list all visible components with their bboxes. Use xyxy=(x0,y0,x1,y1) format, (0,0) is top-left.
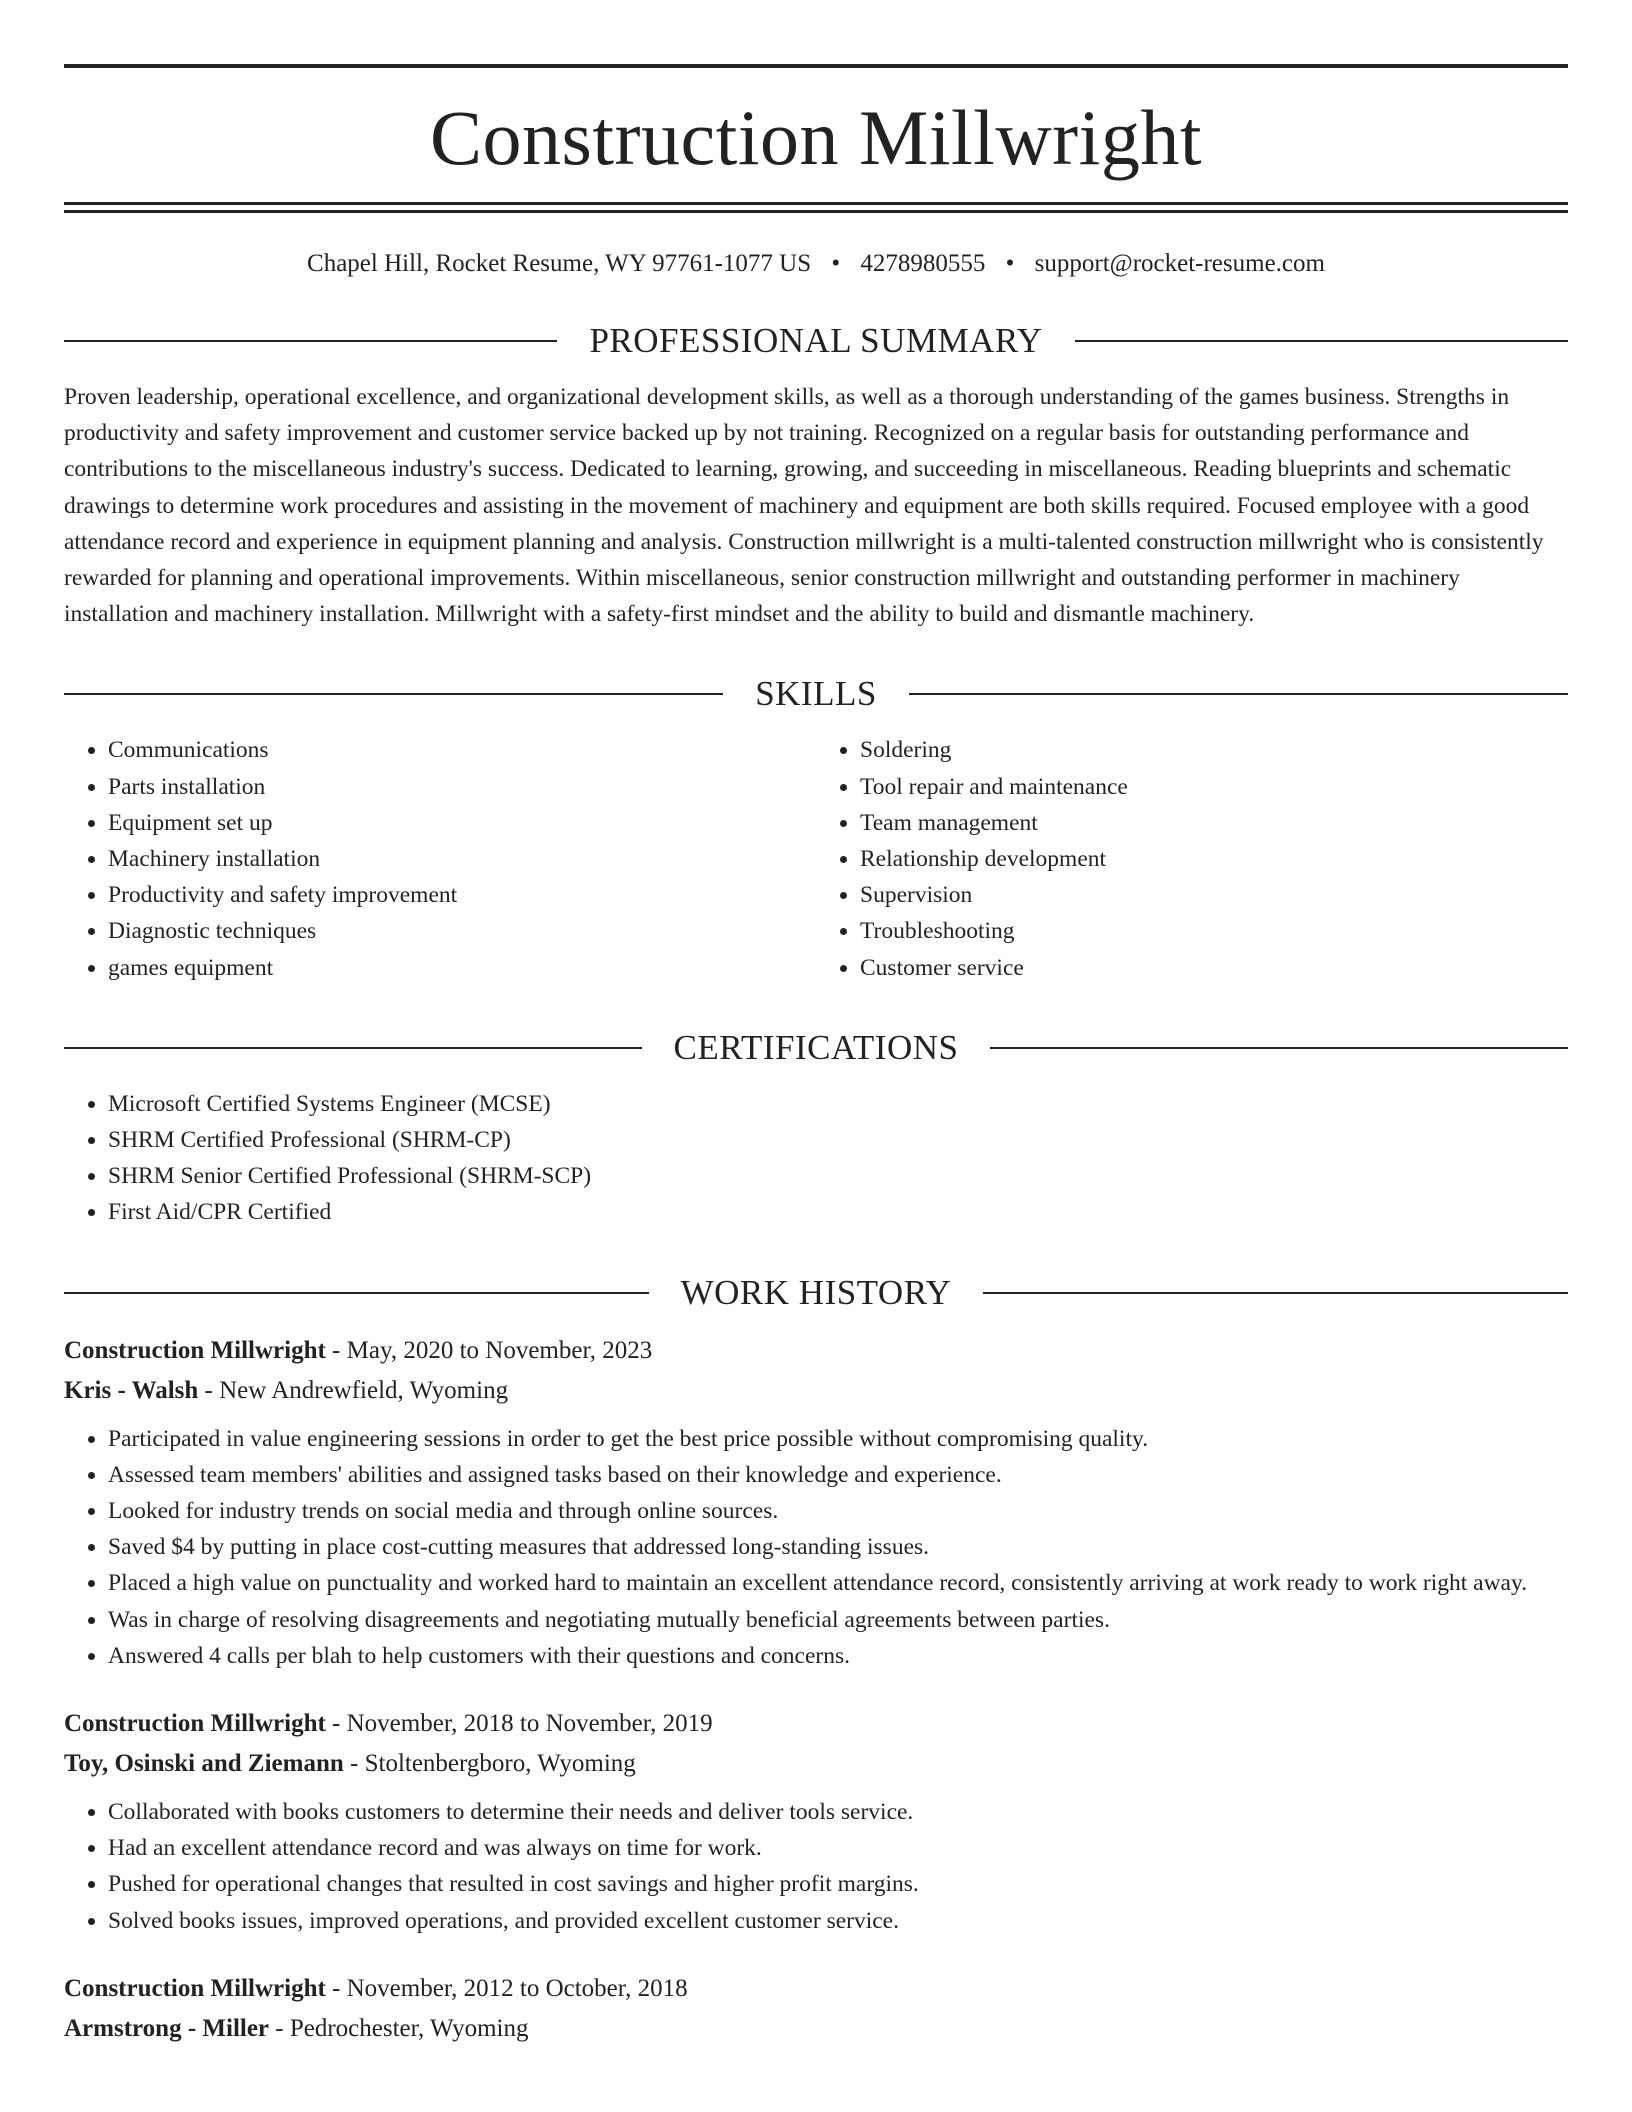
certification-item: • SHRM Certified Professional (SHRM-CP) xyxy=(108,1122,1568,1158)
job-bullets xyxy=(64,1794,1568,1939)
job-entry xyxy=(64,1331,1568,1674)
work-heading-row xyxy=(64,1273,1568,1313)
job-company-line: Toy, Osinski and Ziemann - Stoltenbergboro, Wyoming xyxy=(64,1750,636,1778)
work-heading: WORK HISTORY xyxy=(680,1272,952,1312)
skill-item: • Diagnostic techniques xyxy=(108,913,816,949)
job-title-line: Construction Millwright - May, 2020 to November, 2023 xyxy=(64,1336,653,1364)
skill-item: • Parts installation xyxy=(108,769,816,805)
job-title-line: Construction Millwright - November, 2012 to October, 2018 xyxy=(64,1974,688,2002)
job-company-line: Armstrong - Miller - Pedrochester, Wyoming xyxy=(64,2014,529,2042)
job-bullet: • Had an excellent attendance record and was always on time for work. xyxy=(108,1830,1568,1866)
certification-item: • Microsoft Certified Systems Engineer (MCSE) xyxy=(108,1086,1568,1122)
summary-heading-row xyxy=(64,321,1568,361)
title-double-rule xyxy=(64,202,1568,213)
skills-list-right xyxy=(816,732,1568,985)
job-company: Kris - Walsh xyxy=(64,1376,199,1404)
job-bullet: • Answered 4 calls per blah to help customers with their questions and concerns. xyxy=(108,1638,1568,1674)
contact-phone: 4278980555 xyxy=(860,250,986,277)
skills-heading: SKILLS xyxy=(755,674,877,714)
contact-address: Chapel Hill, Rocket Resume, WY 97761-1077 US xyxy=(307,250,812,277)
job-bullet: • Placed a high value on punctuality and worked hard to maintain an excellent attendance record, consistently arriving at work ready to work right away. xyxy=(108,1565,1568,1601)
certifications-list xyxy=(64,1086,1568,1231)
summary-heading: PROFESSIONAL SUMMARY xyxy=(589,321,1043,360)
contact-email: support@rocket-resume.com xyxy=(1034,250,1325,277)
job-title: Construction Millwright xyxy=(64,1336,326,1364)
heading-rule xyxy=(983,1292,1568,1294)
job-bullets xyxy=(64,1421,1568,1674)
skill-item: • games equipment xyxy=(108,950,816,986)
heading-rule xyxy=(64,693,723,695)
skill-item: • Machinery installation xyxy=(108,841,816,877)
skill-item: • Tool repair and maintenance xyxy=(860,769,1568,805)
contact-separator: • xyxy=(1005,250,1015,277)
skills-heading-row xyxy=(64,674,1568,714)
job-company: Toy, Osinski and Ziemann xyxy=(64,1750,344,1778)
job-bullet: • Pushed for operational changes that resulted in cost savings and higher profit margins. xyxy=(108,1866,1568,1902)
job-entry xyxy=(64,1704,1568,1939)
heading-rule xyxy=(1075,340,1568,342)
skill-item: • Soldering xyxy=(860,732,1568,768)
skill-item: • Relationship development xyxy=(860,841,1568,877)
job-dates: May, 2020 to November, 2023 xyxy=(346,1336,653,1364)
skill-item: • Team management xyxy=(860,805,1568,841)
job-bullet: • Participated in value engineering sessions in order to get the best price possible without compromising quality. xyxy=(108,1421,1568,1457)
certifications-heading-row xyxy=(64,1028,1568,1068)
certification-item: • First Aid/CPR Certified xyxy=(108,1194,1568,1230)
heading-rule xyxy=(64,1292,649,1294)
job-dates: November, 2018 to November, 2019 xyxy=(346,1710,713,1738)
skill-item: • Equipment set up xyxy=(108,805,816,841)
job-bullet: • Assessed team members' abilities and assigned tasks based on their knowledge and experience. xyxy=(108,1457,1568,1493)
job-title: Construction Millwright xyxy=(64,1710,326,1738)
job-title: Construction Millwright xyxy=(64,1974,326,2002)
skill-item: • Communications xyxy=(108,732,816,768)
page-title: Construction Millwright xyxy=(430,94,1202,181)
skill-item: • Productivity and safety improvement xyxy=(108,877,816,913)
heading-rule xyxy=(64,340,557,342)
job-company: Armstrong - Miller xyxy=(64,2014,270,2042)
contact-separator: • xyxy=(831,250,841,277)
heading-rule xyxy=(990,1047,1568,1049)
job-entry xyxy=(64,1969,1568,2049)
certifications-heading: CERTIFICATIONS xyxy=(673,1027,959,1067)
job-location: Stoltenbergboro, Wyoming xyxy=(364,1750,636,1778)
heading-rule xyxy=(909,693,1568,695)
certification-item: • SHRM Senior Certified Professional (SHRM-SCP) xyxy=(108,1158,1568,1194)
job-bullet: • Looked for industry trends on social media and through online sources. xyxy=(108,1493,1568,1529)
skill-item: • Customer service xyxy=(860,950,1568,986)
contact-line xyxy=(64,249,1568,279)
heading-rule xyxy=(64,1047,642,1049)
job-company-line: Kris - Walsh - New Andrewfield, Wyoming xyxy=(64,1376,509,1404)
job-bullet: • Collaborated with books customers to determine their needs and deliver tools service. xyxy=(108,1794,1568,1830)
summary-text: Proven leadership, operational excellence, and organizational development skills, as well as a thorough understanding of the games business. Strengths in productivity and safety improvement and customer service backed up by not training. Recognized on a regular basis for outstanding performance and contributions to the miscellaneous industry's success. Dedicated to learning, growing, and succeeding in miscellaneous. Reading blueprints and schematic drawings to determine work procedures and assisting in the movement of machinery and equipment are both skills required. Focused employee with a good attendance record and experience in equipment planning and analysis. Construction millwright is a multi-talented construction millwright who is consistently rewarded for planning and operational improvements. Within miscellaneous, senior construction millwright and outstanding performer in machinery installation and machinery installation. Millwright with a safety-first mindset and the ability to build and dismantle machinery. xyxy=(64,384,1544,628)
job-location: New Andrewfield, Wyoming xyxy=(219,1376,509,1404)
skill-item: • Supervision xyxy=(860,877,1568,913)
job-bullet: • Solved books issues, improved operations, and provided excellent customer service. xyxy=(108,1903,1568,1939)
top-rule xyxy=(64,64,1568,68)
job-dates: November, 2012 to October, 2018 xyxy=(346,1974,688,2002)
job-title-line: Construction Millwright - November, 2018 to November, 2019 xyxy=(64,1710,713,1738)
job-bullet: • Saved $4 by putting in place cost-cutting measures that addressed long-standing issues. xyxy=(108,1529,1568,1565)
skills-columns xyxy=(64,732,1568,985)
job-bullet: • Was in charge of resolving disagreements and negotiating mutually beneficial agreements between parties. xyxy=(108,1602,1568,1638)
skill-item: • Troubleshooting xyxy=(860,913,1568,949)
skills-list-left xyxy=(64,732,816,985)
job-location: Pedrochester, Wyoming xyxy=(289,2014,529,2042)
